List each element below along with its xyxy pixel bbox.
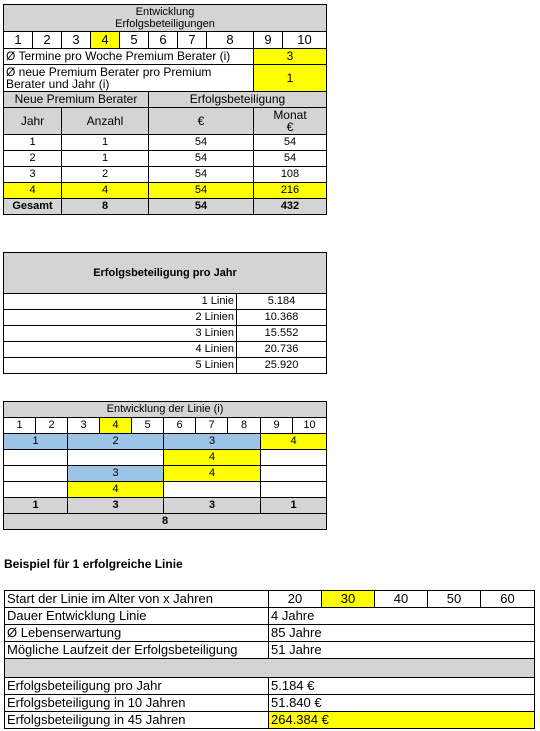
neue-berater-label: Ø neue Premium Berater pro Premium Berater und Jahr (i) [4, 65, 254, 92]
step-9: 9 [261, 418, 293, 434]
table-total-row: Gesamt 8 54 432 [4, 199, 327, 215]
table-row: Ø Lebenserwartung 85 Jahre [5, 625, 535, 642]
head-erfolgsbeteiligung: Erfolgsbeteiligung [149, 92, 327, 108]
step-5: 5 [132, 418, 164, 434]
table-row: Erfolgsbeteiligung pro Jahr 5.184 € [5, 678, 535, 695]
table-row: 3 4 [4, 466, 327, 482]
age-20: 20 [269, 591, 322, 608]
table-total-row: 8 [4, 514, 327, 530]
step-8: 8 [228, 418, 261, 434]
table-row: Erfolgsbeteiligung in 45 Jahren 264.384 € [5, 712, 535, 729]
table-beispiel [4, 590, 535, 729]
col-euro: € [149, 108, 254, 135]
table-entwicklung-linie [3, 401, 327, 530]
step-9: 9 [254, 32, 283, 49]
step-7: 7 [196, 418, 228, 434]
step-2: 2 [33, 32, 62, 49]
table-erfolgsbeteiligungen [3, 4, 327, 215]
step-10: 10 [293, 418, 327, 434]
step-10: 10 [283, 32, 327, 49]
table-row: 2 1 54 54 [4, 151, 327, 167]
step-6: 6 [164, 418, 196, 434]
step-2: 2 [36, 418, 68, 434]
table-row: Dauer Entwicklung Linie 4 Jahre [5, 608, 535, 625]
table-row-highlight: 4 4 54 216 [4, 183, 327, 199]
table-row: 4 Linien 20.736 [4, 342, 327, 358]
col-monat: Monat € [254, 108, 327, 135]
termine-label: Ø Termine pro Woche Premium Berater (i) [4, 49, 254, 65]
table-row: 1 1 54 54 [4, 135, 327, 151]
step-4: 4 [100, 418, 132, 434]
table-sum-row: 1 3 3 1 [4, 498, 327, 514]
age-60: 60 [481, 591, 535, 608]
spacer-row [5, 659, 535, 678]
table-row: Mögliche Laufzeit der Erfolgsbeteiligung 51 Jahre [5, 642, 535, 659]
age-30: 30 [322, 591, 375, 608]
table-row: 4 [4, 450, 327, 466]
step-3: 3 [68, 418, 100, 434]
table-row: 1 Linie 5.184 [4, 294, 327, 310]
step-4: 4 [91, 32, 120, 49]
table-title: Erfolgsbeteiligung pro Jahr [4, 253, 327, 294]
step-6: 6 [149, 32, 178, 49]
example-heading: Beispiel für 1 erfolgreiche Linie [4, 557, 183, 571]
table-row: 4 [4, 482, 327, 498]
table-row: 2 Linien 10.368 [4, 310, 327, 326]
step-5: 5 [120, 32, 149, 49]
step-1: 1 [4, 418, 36, 434]
head-neue-berater: Neue Premium Berater [4, 92, 149, 108]
table-row: 3 2 54 108 [4, 167, 327, 183]
neue-berater-value: 1 [254, 65, 327, 92]
table-pro-jahr [3, 252, 327, 374]
table-row: 3 Linien 15.552 [4, 326, 327, 342]
step-7: 7 [178, 32, 207, 49]
start-label: Start der Linie im Alter von x Jahren [5, 591, 269, 608]
age-40: 40 [375, 591, 428, 608]
col-anzahl: Anzahl [62, 108, 149, 135]
step-3: 3 [62, 32, 91, 49]
table-title: Entwicklung Erfolgsbeteiligungen [4, 5, 327, 32]
table-row: 1 2 3 4 [4, 434, 327, 450]
termine-value: 3 [254, 49, 327, 65]
table-row: 5 Linien 25.920 [4, 358, 327, 374]
step-1: 1 [4, 32, 33, 49]
age-50: 50 [428, 591, 481, 608]
step-8: 8 [207, 32, 254, 49]
table-title: Entwicklung der Linie (i) [4, 402, 327, 418]
table-row: Erfolgsbeteiligung in 10 Jahren 51.840 € [5, 695, 535, 712]
col-jahr: Jahr [4, 108, 62, 135]
